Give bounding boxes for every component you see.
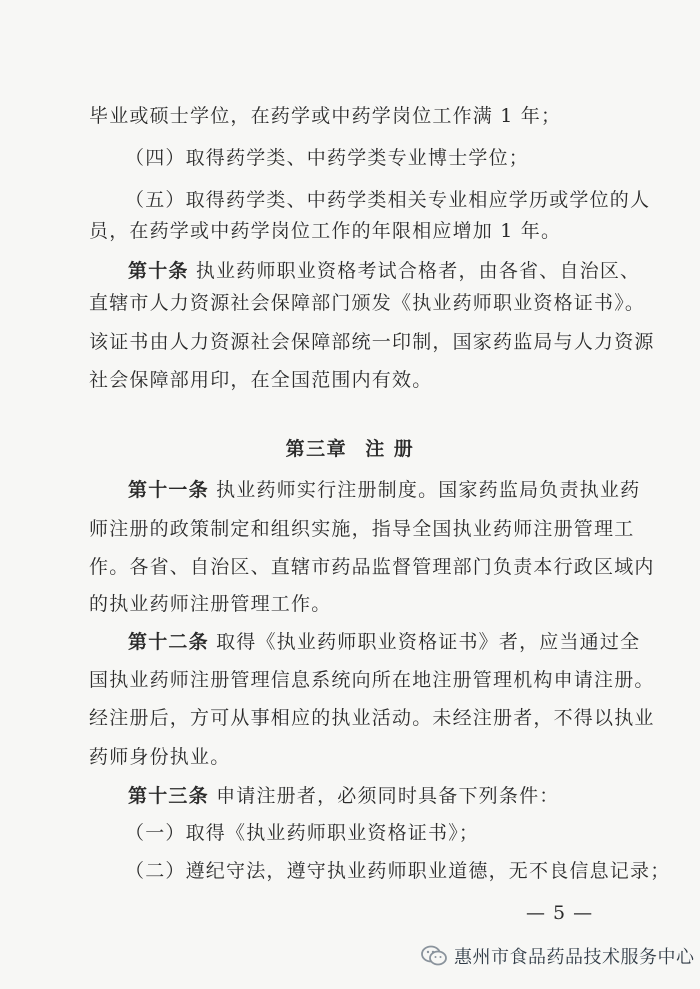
text-line: 药师身份执业。	[89, 746, 231, 768]
watermark	[420, 940, 695, 972]
text-line: （二）遵纪守法，遵守执业药师职业道德，无不良信息记录；	[125, 860, 671, 882]
page-number: — 5 —	[526, 902, 594, 924]
text-line: （一）取得《执业药师职业资格证书》；	[125, 822, 480, 844]
text-line: 师注册的政策制定和组织实施，指导全国执业药师注册管理工	[89, 518, 635, 540]
wechat-icon	[420, 944, 448, 968]
text-line: 作。各省、自治区、直辖市药品监督管理部门负责本行政区域内	[89, 556, 655, 578]
text-line: 毕业或硕士学位，在药学或中药学岗位工作满 1 年；	[89, 105, 562, 127]
text-line: 经注册后，方可从事相应的执业活动。未经注册者，不得以执业	[89, 707, 655, 729]
text-line: 员，在药学或中药学岗位工作的年限相应增加 1 年。	[89, 220, 562, 242]
text-line: 国执业药师注册管理信息系统向所在地注册管理机构申请注册。	[89, 669, 655, 691]
chapter-heading: 第三章 注 册	[285, 438, 415, 460]
article-12-label: 第十二条	[128, 631, 209, 653]
text-line: （五）取得药学类、中药学类相关专业相应学历或学位的人	[125, 189, 651, 211]
text-line: 该证书由人力资源社会保障部统一印制，国家药监局与人力资源	[89, 331, 655, 353]
article-13-label: 第十三条	[128, 785, 209, 807]
text-line: 直辖市人力资源社会保障部门颁发《执业药师职业资格证书》。	[89, 292, 646, 314]
article-12-line: 第十二条 取得《执业药师职业资格证书》者，应当通过全	[128, 631, 641, 653]
watermark-text: 惠州市食品药品技术服务中心	[454, 947, 695, 968]
article-11-line: 第十一条 执业药师实行注册制度。国家药监局负责执业药	[128, 479, 641, 501]
article-13-line: 第十三条 申请注册者，必须同时具备下列条件：	[128, 785, 560, 807]
article-11-label: 第十一条	[128, 479, 209, 501]
text-line: （四）取得药学类、中药学类专业博士学位；	[125, 147, 530, 169]
article-10-label: 第十条	[128, 260, 189, 282]
text-line: 社会保障部用印，在全国范围内有效。	[89, 369, 433, 391]
text-line: 的执业药师注册管理工作。	[89, 593, 332, 615]
article-10-line: 第十条 执业药师职业资格考试合格者，由各省、自治区、	[128, 260, 641, 282]
